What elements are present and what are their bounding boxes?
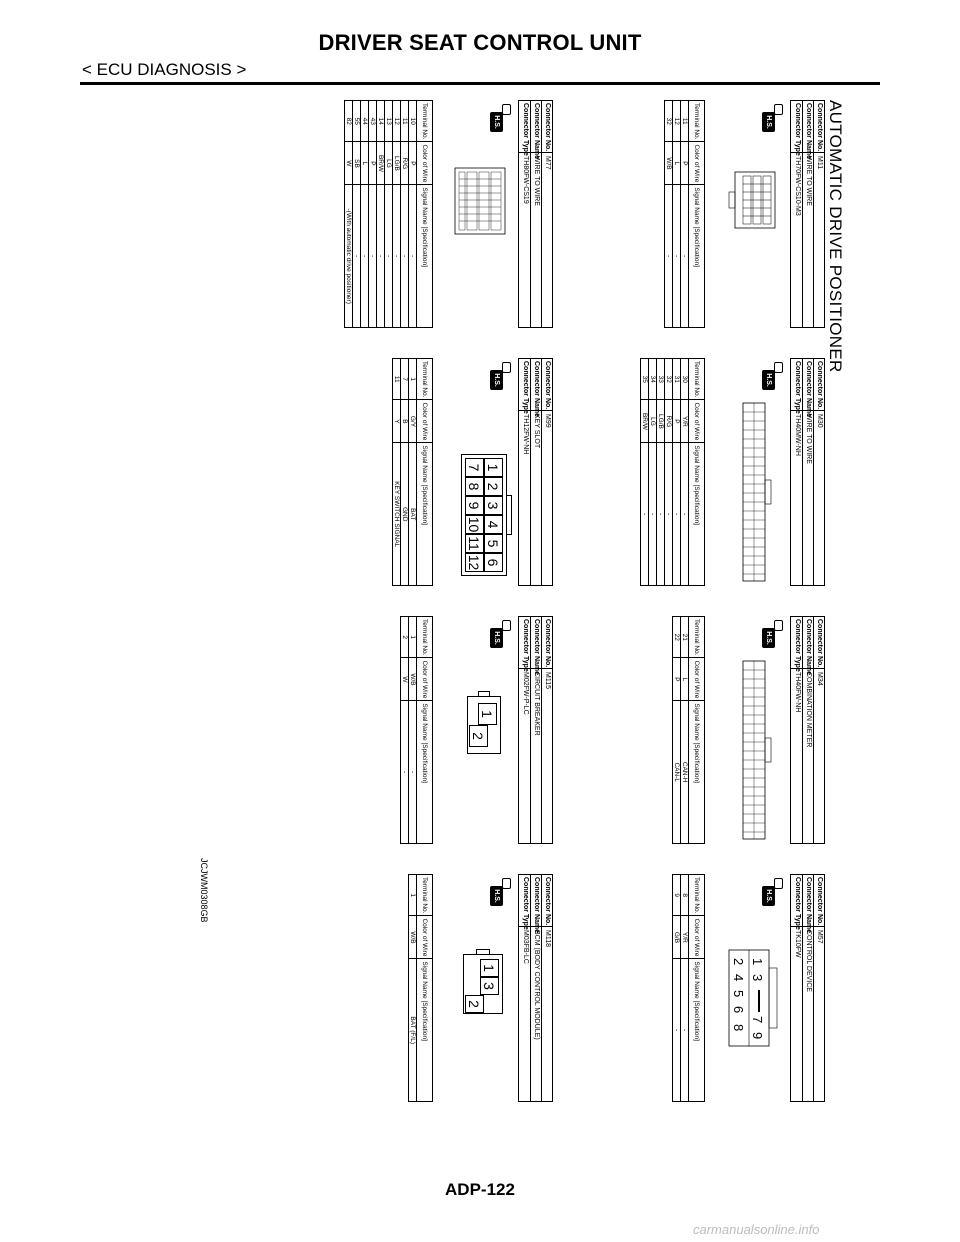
hs-badge: H.S. — [489, 104, 511, 134]
connector-info: Connector No. M11 Connector Name WIRE TO WIRE Connector Type TH70FW-CS10-M3 — [790, 100, 825, 328]
connector-info: Connector No. M34 Connector Name COMBINATION METER Connector Type TH40FW-NH — [790, 616, 825, 844]
connector-m57 — [563, 874, 825, 1102]
connector-info: Connector No. M118 Connector Name BCM (BODY CONTROL MODULE) Connector Type M03FB-LC — [518, 874, 553, 1102]
connector-face-m99: 1 2 3 4 5 6 7 8 9 10 11 12 — [461, 454, 507, 576]
connector-face-m30 — [737, 402, 773, 582]
connector-m30 — [563, 358, 825, 586]
connector-face-m57 — [723, 948, 781, 1048]
connector-info: Connector No. M99 Connector Name KEY SLOT Connector Type TH12FW-NH — [518, 358, 553, 586]
signal-table-m77: Terminal No. Color of Wire Signal Name [Specification] 10 P - 11 R/G - 12 LG/B - 13 LG - 14 BR/W - 43 P - 44 L - 55 SB - 82 W -(With automatic drive positioner) — [344, 100, 433, 328]
connector-m118 — [291, 874, 553, 1102]
hs-badge: H.S. — [761, 362, 783, 392]
svg-text:4: 4 — [731, 974, 746, 982]
signal-table-m115: Terminal No. Color of Wire Signal Name [Specification] 1 W/B - 2 W - — [400, 616, 433, 844]
connector-face-m11 — [725, 170, 777, 230]
connector-info: Connector No. M30 Connector Name WIRE TO WIRE Connector Type TH40MW-NH — [790, 358, 825, 586]
watermark: carmanualsonline.info — [693, 1222, 820, 1237]
svg-text:2: 2 — [731, 958, 746, 966]
signal-table-m11: Terminal No. Color of Wire Signal Name [Specification] 11 P - 12 L - 32 W/B - — [664, 100, 705, 328]
svg-text:8: 8 — [731, 1024, 746, 1032]
signal-table-m99: Terminal No. Color of Wire Signal Name [Specification] 1 G/Y BAT 7 B GND 11 Y KEY SWITCH SIGNAL — [392, 358, 433, 586]
connector-m99 — [291, 358, 553, 586]
connector-info: Connector No. M115 Connector Name CIRCUIT BREAKER Connector Type M02FW-P-LC — [518, 616, 553, 844]
connector-face-m34 — [737, 660, 773, 840]
hs-badge: H.S. — [761, 878, 783, 908]
connector-m77 — [291, 100, 553, 328]
svg-text:5: 5 — [731, 990, 746, 998]
hs-badge: H.S. — [761, 620, 783, 650]
signal-table-m57: Terminal No. Color of Wire Signal Name [Specification] 8 Y/R - 9 G/B - — [672, 874, 705, 1102]
hs-badge: H.S. — [489, 878, 511, 908]
header-rule — [80, 82, 880, 85]
page-number: ADP-122 — [445, 1180, 515, 1199]
page-title: DRIVER SEAT CONTROL UNIT — [318, 30, 642, 55]
hs-badge: H.S. — [761, 104, 783, 134]
svg-text:6: 6 — [731, 1006, 746, 1014]
signal-table-m34: Terminal No. Color of Wire Signal Name [Specification] 21 L CAN-H 22 P CAN-L — [672, 616, 705, 844]
svg-text:7: 7 — [750, 1016, 765, 1024]
signal-table-m30: Terminal No. Color of Wire Signal Name [Specification] 30 Y/R - 31 P - 32 R/G - 33 LG/B - 34 LG - 35 BR/W - — [640, 358, 705, 586]
figure-area — [195, 90, 845, 1120]
svg-text:1: 1 — [750, 958, 765, 966]
section-title: < ECU DIAGNOSIS > — [82, 60, 247, 79]
signal-table-m118: Terminal No. Color of Wire Signal Name [Specification] 1 W/B BAT (F/L) — [408, 874, 433, 1102]
connector-info: Connector No. M57 Connector Name CONTROL DEVICE Connector Type TK10FW — [790, 874, 825, 1102]
connector-m11 — [563, 100, 825, 328]
connector-info: Connector No. M77 Connector Name WIRE TO WIRE Connector Type TH80FW-CS19 — [518, 100, 553, 328]
hs-badge: H.S. — [489, 620, 511, 650]
connector-face-m115: 1 2 — [467, 696, 501, 754]
connector-face-m77 — [449, 166, 507, 236]
svg-text:3: 3 — [750, 974, 765, 982]
svg-text:9: 9 — [750, 1032, 765, 1040]
connector-m34 — [563, 616, 825, 844]
connector-figure — [195, 90, 845, 1120]
figure-title: AUTOMATIC DRIVE POSITIONER — [826, 100, 845, 373]
hs-badge: H.S. — [489, 362, 511, 392]
figure-code: JCJWM0308GB — [199, 858, 209, 923]
connector-face-m118: 1 3 2 — [463, 954, 503, 1014]
connector-m115 — [291, 616, 553, 844]
